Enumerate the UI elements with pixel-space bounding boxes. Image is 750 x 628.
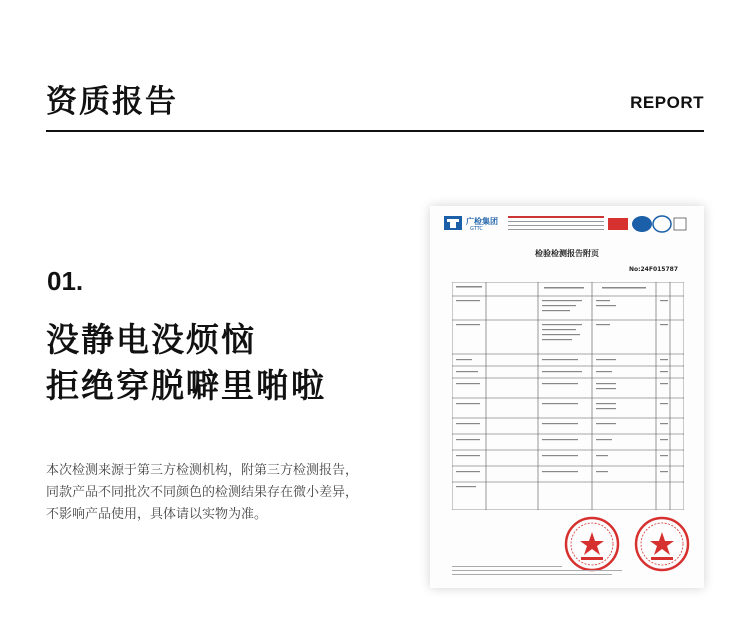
accreditation-marks [608, 214, 688, 238]
description [46, 460, 406, 526]
report-label: REPORT [630, 93, 704, 112]
section-number: 01. [47, 266, 84, 296]
results-table [452, 282, 684, 514]
test-report-image [430, 206, 704, 588]
description-line: 本次检测来源于第三方检测机构，附第三方检测报告， [46, 463, 359, 478]
header-fine-print [508, 216, 604, 230]
headline-line-2: 拒绝穿脱噼里啪啦 [46, 366, 326, 405]
headline-line-1: 没静电没烦恼 [46, 320, 256, 359]
report-number: No:24F015787 [628, 266, 678, 273]
org-name: 广检集团 [466, 217, 498, 226]
certificate-title: 检验检测报告附页 [535, 249, 599, 258]
description-line: 不影响产品使用，具体请以实物为准。 [46, 507, 268, 522]
org-name-en: GTTC [470, 226, 483, 232]
page-title: 资质报告 [46, 84, 178, 120]
footer-fine-print [452, 566, 682, 575]
header-divider [46, 130, 704, 132]
description-line: 同款产品不同批次不同颜色的检测结果存在微小差异， [46, 485, 359, 500]
